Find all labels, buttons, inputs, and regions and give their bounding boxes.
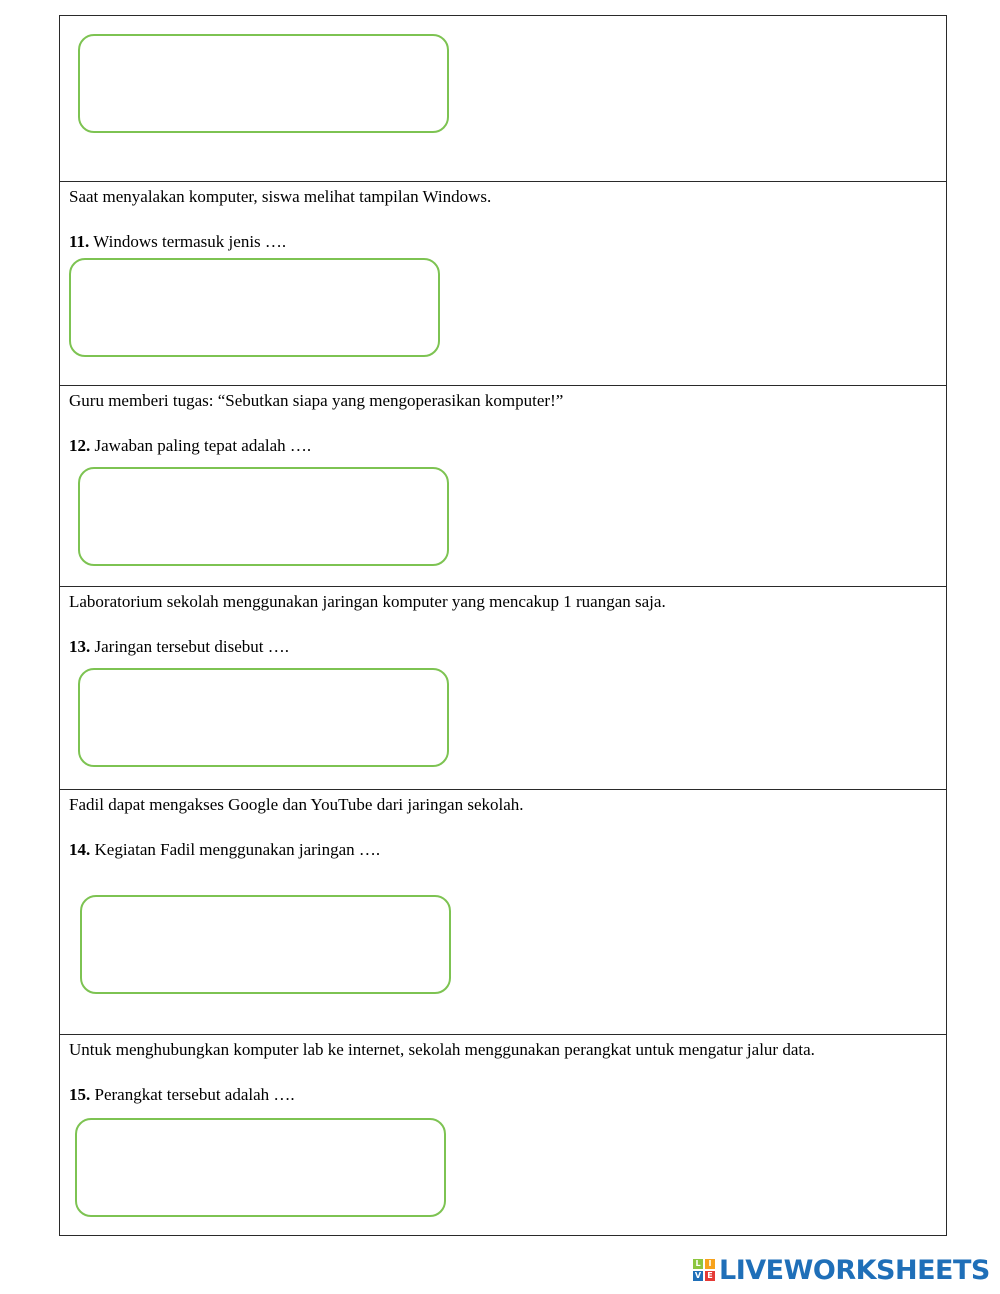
question-context-15: Untuk menghubungkan komputer lab ke internet, sekolah menggunakan perangkat untuk mengatur jalur data. xyxy=(69,1040,815,1059)
question-row-10 xyxy=(60,16,946,181)
question-number-11: 11. xyxy=(69,232,90,251)
answer-box-11[interactable] xyxy=(69,258,440,357)
question-context-14: Fadil dapat mengakses Google dan YouTube dari jaringan sekolah. xyxy=(69,795,524,814)
question-number-13: 13. xyxy=(69,637,91,656)
question-row-12 xyxy=(60,385,946,586)
question-number-12: 12. xyxy=(69,436,91,455)
question-prompt-14: Kegiatan Fadil menggunakan jaringan …. xyxy=(90,840,381,859)
question-prompt-12: Jawaban paling tepat adalah …. xyxy=(90,436,312,455)
logo-mark-i: I xyxy=(705,1259,715,1269)
question-text-15 xyxy=(69,1085,295,1105)
question-text-11 xyxy=(69,232,286,252)
question-row-15 xyxy=(60,1034,946,1237)
answer-box-14[interactable] xyxy=(80,895,451,994)
answer-box-15[interactable] xyxy=(75,1118,446,1217)
logo-mark-l: L xyxy=(693,1259,703,1269)
question-number-14: 14. xyxy=(69,840,91,859)
question-text-12 xyxy=(69,436,311,456)
question-prompt-15: Perangkat tersebut adalah …. xyxy=(90,1085,295,1104)
logo-mark-v: V xyxy=(694,1271,702,1280)
question-row-13 xyxy=(60,586,946,789)
question-text-13 xyxy=(69,637,289,657)
logo-mark-e: E xyxy=(705,1271,715,1281)
question-context-11: Saat menyalakan komputer, siswa melihat tampilan Windows. xyxy=(69,187,492,206)
question-row-14 xyxy=(60,789,946,1034)
answer-box-13[interactable] xyxy=(78,668,449,767)
question-context-13: Laboratorium sekolah menggunakan jaringan komputer yang mencakup 1 ruangan saja. xyxy=(69,592,666,611)
question-number-15: 15. xyxy=(69,1085,91,1104)
logo-wordmark: LIVEWORKSHEETS xyxy=(719,1254,990,1286)
worksheet-table xyxy=(59,15,947,1236)
question-text-14 xyxy=(69,840,380,860)
question-prompt-13: Jaringan tersebut disebut …. xyxy=(90,637,290,656)
question-context-12: Guru memberi tugas: “Sebutkan siapa yang mengoperasikan komputer!” xyxy=(69,391,564,410)
liveworksheets-mark-icon xyxy=(693,1259,715,1281)
liveworksheets-logo xyxy=(693,1255,990,1285)
answer-box-12[interactable] xyxy=(78,467,449,566)
question-row-11 xyxy=(60,181,946,385)
answer-box-10[interactable] xyxy=(78,34,449,133)
question-prompt-11: Windows termasuk jenis …. xyxy=(89,232,287,251)
